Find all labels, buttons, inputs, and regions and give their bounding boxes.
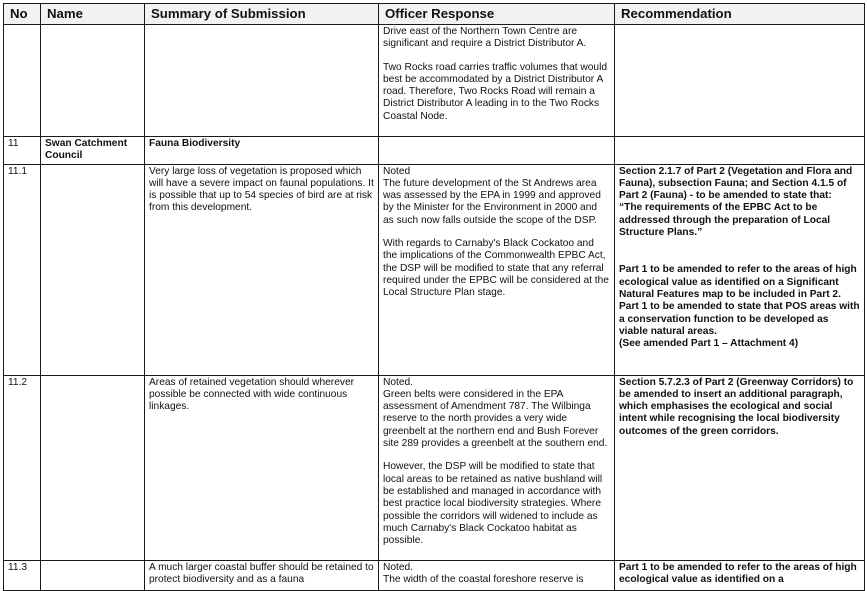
row-name (41, 375, 145, 560)
row-recommendation: Part 1 to be amended to refer to the areas of high ecological value as identified on a (615, 560, 865, 590)
row-summary: Very large loss of vegetation is proposed which will have a severe impact on faunal populations. It is possible that up to 54 species of bird are at risk from this development. (145, 164, 379, 375)
row-recommendation (615, 137, 865, 165)
row-name (41, 164, 145, 375)
officer-paragraph: Noted The future development of the St Andrews area was assessed by the EPA in 1999 and approved by the Minister for the Environment in 2000 and as such now falls outside the scope of the DSP. (383, 165, 601, 226)
officer-paragraph: Drive east of the Northern Town Centre are significant and require a District Distributor A. (383, 26, 587, 50)
row-no: 11.1 (4, 164, 41, 375)
table-row (4, 164, 865, 375)
table-row (4, 560, 865, 590)
table-row (4, 137, 865, 165)
row-recommendation (615, 25, 865, 137)
row-no: 11.3 (4, 560, 41, 590)
recommendation-text: Section 2.1.7 of Part 2 (Vegetation and Flora and Fauna), subsection Fauna; and Section 4.1.5 of Part 2 (Fauna) - to be amended to state that: (619, 165, 853, 202)
table-row (4, 25, 865, 137)
row-recommendation: Section 5.7.2.3 of Part 2 (Greenway Corridors) to be amended to insert an additional paragraph, which emphasises the ecological and social intent while recognising the local biodiversity outcomes of the green corridors. (615, 375, 865, 560)
row-no: 11.2 (4, 375, 41, 560)
recommendation-quote: “The requirements of the EPBC Act to be addressed through the preparation of Local Structure Plans.” (619, 202, 831, 239)
header-recommendation: Recommendation (615, 4, 865, 25)
row-recommendation (615, 164, 865, 375)
officer-paragraph: With regards to Carnaby's Black Cockatoo and the implications of the Commonwealth EPBC Act, the DSP will be modified to state that any referral required under the EPBC will be considered at the Local Structure Plan stage. (383, 238, 609, 299)
row-officer-response (379, 164, 615, 375)
row-name (41, 25, 145, 137)
header-name: Name (41, 4, 145, 25)
recommendation-reference: (See amended Part 1 – Attachment 4) (619, 338, 799, 350)
row-officer-response (379, 25, 615, 137)
header-no: No (4, 4, 41, 25)
row-officer-response (379, 560, 615, 590)
submissions-table (3, 3, 865, 591)
row-name: Swan Catchment Council (41, 137, 145, 165)
row-no: 11 (4, 137, 41, 165)
header-summary: Summary of Submission (145, 4, 379, 25)
row-summary: A much larger coastal buffer should be retained to protect biodiversity and as a fauna (145, 560, 379, 590)
recommendation-text: Part 1 to be amended to refer to the areas of high ecological value as identified on a Significant Natural Features map to be included in Part 2. (619, 264, 857, 300)
row-no (4, 25, 41, 137)
officer-paragraph: Noted. Green belts were considered in the EPA assessment of Amendment 787. The Wilbinga reserve to the north provides a very wide greenbelt at the northern end and Bush Forever site 289 provides a greenbelt at the southern end. (383, 376, 608, 450)
row-summary (145, 25, 379, 137)
recommendation-text: Part 1 to be amended to state that POS areas with a conservation function to be developed as viable natural areas. (619, 301, 860, 337)
row-officer-response (379, 137, 615, 165)
row-summary: Fauna Biodiversity (145, 137, 379, 165)
row-name (41, 560, 145, 590)
officer-paragraph: Two Rocks road carries traffic volumes that would best be accommodated by a District Distributor A road. Therefore, Two Rocks Road will remain a District Distributor A leading in to the Two Rocks Coastal Node. (383, 61, 608, 122)
officer-paragraph: Noted. The width of the coastal foreshore reserve is (383, 561, 584, 585)
table-row (4, 375, 865, 560)
header-row (4, 4, 865, 25)
header-officer-response: Officer Response (379, 4, 615, 25)
row-officer-response (379, 375, 615, 560)
officer-paragraph: However, the DSP will be modified to state that local areas to be retained as native bushland will be established and managed in accordance with best practice local biodiversity strategies. Where possible the corridors will widened to include as much Carnaby's Black Cockatoo habitat as possible. (383, 461, 603, 547)
row-summary: Areas of retained vegetation should wherever possible be connected with wide continuous linkages. (145, 375, 379, 560)
